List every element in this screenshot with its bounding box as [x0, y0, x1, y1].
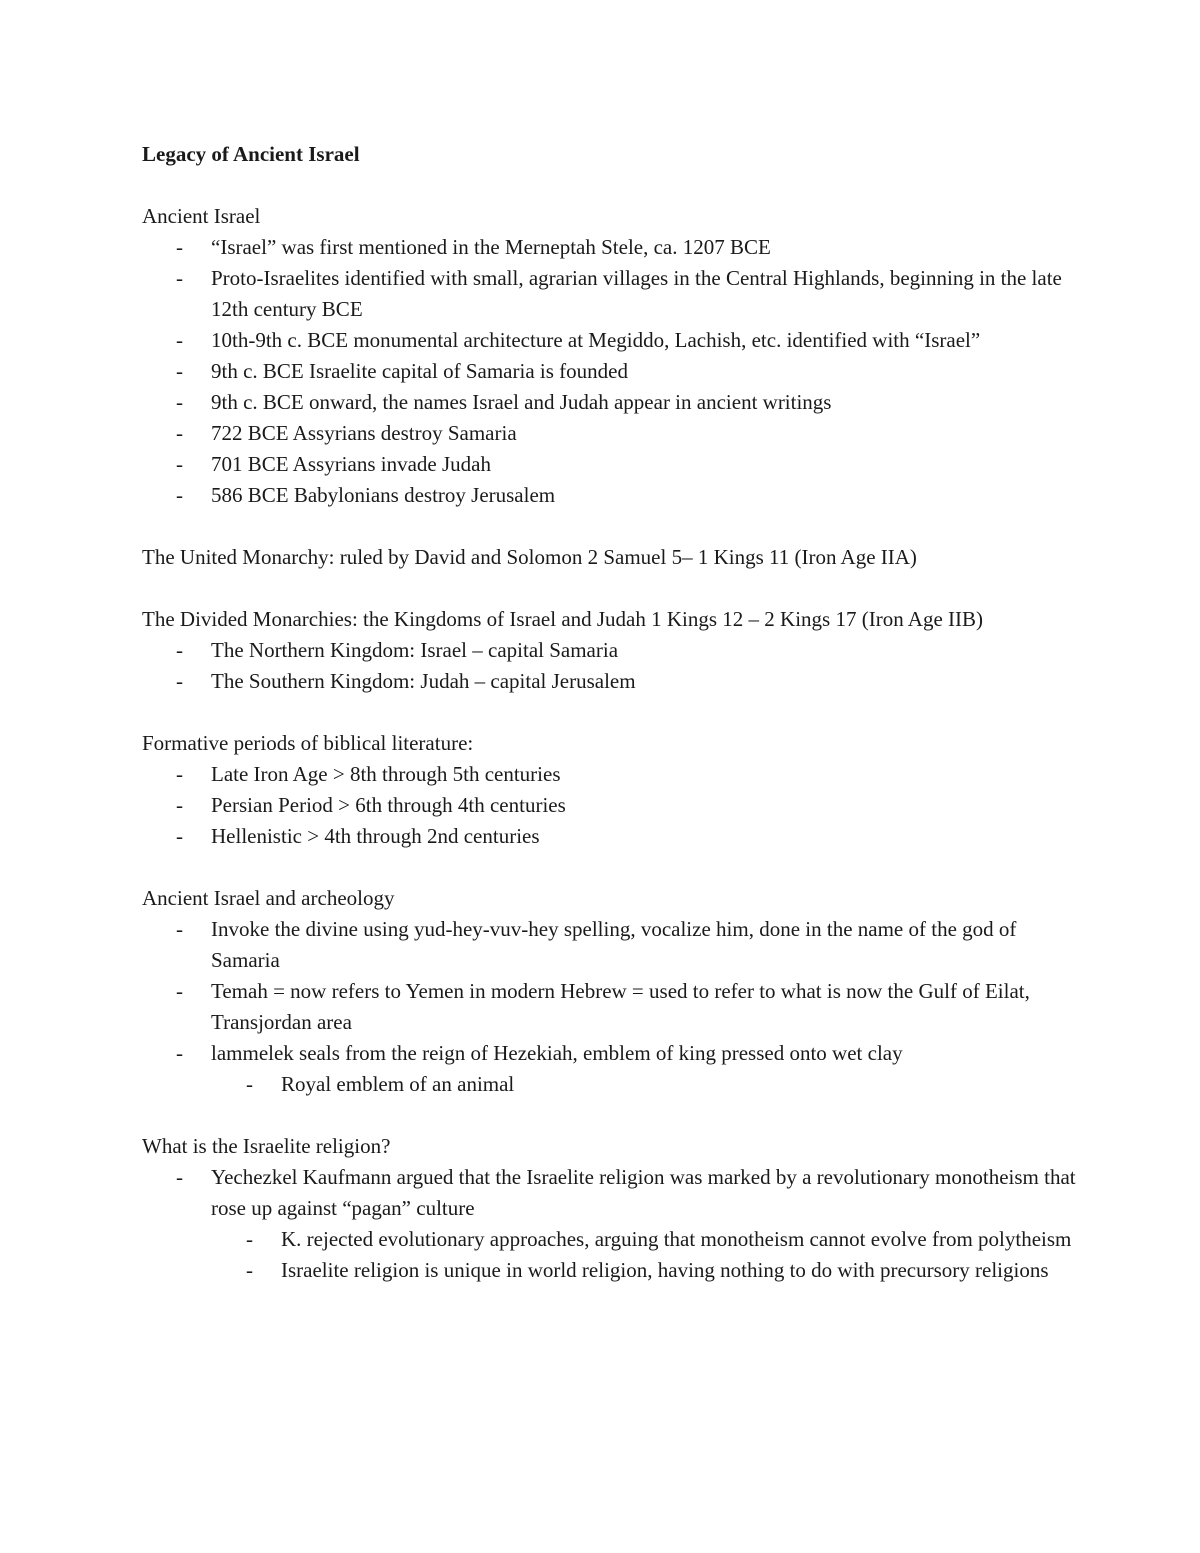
- section-heading-ancient-israel: Ancient Israel: [142, 204, 261, 228]
- section-heading-divided-monarchies: The Divided Monarchies: the Kingdoms of Israel and Judah 1 Kings 12 – 2 Kings 17 (Iron Age IIB): [142, 607, 984, 631]
- list-item-text: Hellenistic > 4th through 2nd centuries: [211, 824, 540, 848]
- bullet-dash: -: [176, 917, 183, 941]
- list-item-text: “Israel” was first mentioned in the Merneptah Stele, ca. 1207 BCE: [211, 235, 771, 259]
- bullet-dash: -: [176, 1165, 183, 1189]
- bullet-dash: -: [176, 762, 183, 786]
- list-item-text: The Northern Kingdom: Israel – capital Samaria: [211, 638, 619, 662]
- spacer: [142, 573, 1082, 604]
- bullet-dash: -: [176, 1041, 183, 1065]
- list-item-text: K. rejected evolutionary approaches, arguing that monotheism cannot evolve from polytheism: [281, 1227, 1072, 1251]
- list-item-text: 586 BCE Babylonians destroy Jerusalem: [211, 483, 556, 507]
- list-item: [142, 356, 1082, 387]
- list-item: [142, 325, 1082, 356]
- spacer: [142, 170, 1082, 201]
- bullet-dash: -: [176, 793, 183, 817]
- bullet-dash: -: [176, 390, 183, 414]
- list-item: [142, 914, 1082, 976]
- formative-periods-list: [142, 759, 1082, 852]
- list-item-text: lammelek seals from the reign of Hezekiah, emblem of king pressed onto wet clay: [211, 1041, 903, 1065]
- archeology-list: [142, 914, 1082, 1069]
- bullet-dash: -: [176, 235, 183, 259]
- list-item-text: Temah = now refers to Yemen in modern Hebrew = used to refer to what is now the Gulf of Eilat, Transjordan area: [211, 979, 1030, 1034]
- divided-monarchies-list: [142, 635, 1082, 697]
- bullet-dash: -: [246, 1227, 253, 1251]
- list-item: [142, 666, 1082, 697]
- list-item-text: Persian Period > 6th through 4th centuries: [211, 793, 566, 817]
- spacer: [142, 511, 1082, 542]
- list-item-text: 10th-9th c. BCE monumental architecture at Megiddo, Lachish, etc. identified with “Israel”: [211, 328, 981, 352]
- list-item-text: Royal emblem of an animal: [281, 1072, 515, 1096]
- list-item: [142, 635, 1082, 666]
- document-body: [142, 139, 1082, 1286]
- list-item-text: Proto-Israelites identified with small, agrarian villages in the Central Highlands, beginning in the late 12th century BCE: [211, 266, 1062, 321]
- sub-list-item: [142, 1255, 1082, 1286]
- list-item-text: Late Iron Age > 8th through 5th centuries: [211, 762, 561, 786]
- list-item-text: The Southern Kingdom: Judah – capital Jerusalem: [211, 669, 636, 693]
- ancient-israel-list: [142, 232, 1082, 511]
- bullet-dash: -: [176, 638, 183, 662]
- list-item-text: 9th c. BCE onward, the names Israel and Judah appear in ancient writings: [211, 390, 832, 414]
- bullet-dash: -: [176, 824, 183, 848]
- list-item-text: Yechezkel Kaufmann argued that the Israelite religion was marked by a revolutionary monotheism that rose up against “pagan” culture: [211, 1165, 1076, 1220]
- spacer: [142, 697, 1082, 728]
- list-item-text: Israelite religion is unique in world religion, having nothing to do with precursory religions: [281, 1258, 1049, 1282]
- list-item: [142, 418, 1082, 449]
- religion-sublist: [142, 1224, 1082, 1286]
- list-item: [142, 1162, 1082, 1224]
- bullet-dash: -: [176, 328, 183, 352]
- bullet-dash: -: [176, 669, 183, 693]
- list-item: [142, 480, 1082, 511]
- bullet-dash: -: [176, 421, 183, 445]
- religion-list: [142, 1162, 1082, 1224]
- list-item: [142, 449, 1082, 480]
- list-item-text: 722 BCE Assyrians destroy Samaria: [211, 421, 517, 445]
- spacer: [142, 1100, 1082, 1131]
- bullet-dash: -: [176, 483, 183, 507]
- bullet-dash: -: [176, 979, 183, 1003]
- archeology-sublist: [142, 1069, 1082, 1100]
- list-item: [142, 821, 1082, 852]
- section-heading-archeology: Ancient Israel and archeology: [142, 886, 395, 910]
- list-item: [142, 790, 1082, 821]
- list-item-text: 701 BCE Assyrians invade Judah: [211, 452, 491, 476]
- list-item: [142, 263, 1082, 325]
- section-heading-formative-periods: Formative periods of biblical literature:: [142, 731, 474, 755]
- list-item: [142, 232, 1082, 263]
- list-item: [142, 976, 1082, 1038]
- list-item: [142, 387, 1082, 418]
- list-item-text: Invoke the divine using yud-hey-vuv-hey spelling, vocalize him, done in the name of the god of Samaria: [211, 917, 1017, 972]
- list-item-text: 9th c. BCE Israelite capital of Samaria is founded: [211, 359, 628, 383]
- bullet-dash: -: [246, 1072, 253, 1096]
- document-title: Legacy of Ancient Israel: [142, 142, 360, 166]
- bullet-dash: -: [176, 266, 183, 290]
- bullet-dash: -: [176, 359, 183, 383]
- bullet-dash: -: [176, 452, 183, 476]
- bullet-dash: -: [246, 1258, 253, 1282]
- section-heading-religion: What is the Israelite religion?: [142, 1134, 391, 1158]
- sub-list-item: [142, 1069, 1082, 1100]
- list-item: [142, 759, 1082, 790]
- list-item: [142, 1038, 1082, 1069]
- united-monarchy-paragraph: The United Monarchy: ruled by David and Solomon 2 Samuel 5– 1 Kings 11 (Iron Age IIA): [142, 545, 917, 569]
- spacer: [142, 852, 1082, 883]
- sub-list-item: [142, 1224, 1082, 1255]
